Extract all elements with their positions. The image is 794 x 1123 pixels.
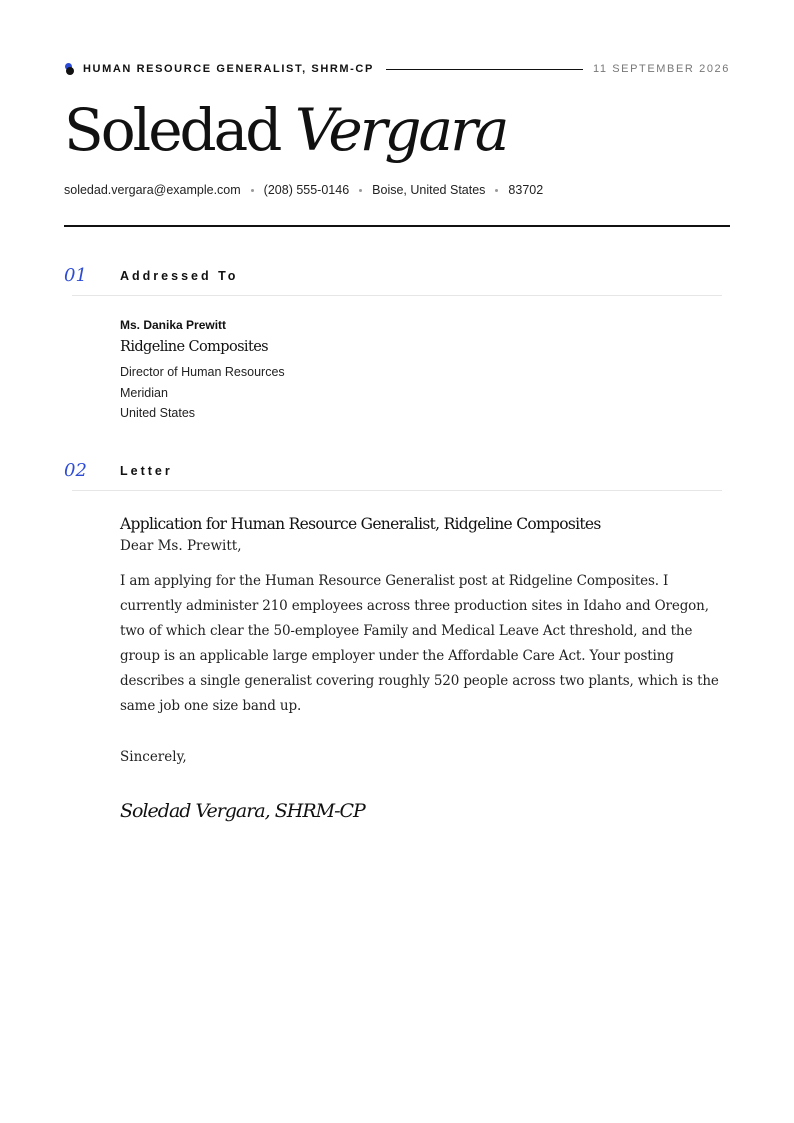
- header-topline: [64, 61, 730, 77]
- letter-date: 11 SEPTEMBER 2026: [592, 63, 730, 75]
- recipient-city: Meridian: [120, 385, 168, 400]
- header-bottom-rule: [64, 225, 730, 227]
- sender-name: [64, 90, 506, 170]
- contact-phone[interactable]: (208) 555-0146: [263, 183, 350, 197]
- letter-signature: Soledad Vergara, SHRM-CP: [120, 800, 365, 822]
- contact-email[interactable]: soledad.vergara@example.com: [64, 183, 241, 197]
- section-divider: [72, 295, 722, 296]
- section-divider: [72, 490, 722, 491]
- section-number: 02: [64, 460, 87, 481]
- letter-block: [120, 513, 730, 824]
- contact-location: Boise, United States: [372, 183, 486, 197]
- letter-subject: Application for Human Resource Generalist, Ridgeline Composites: [120, 515, 601, 533]
- recipient-country: United States: [120, 406, 196, 420]
- contact-line: [64, 183, 543, 197]
- sender-last-name: Vergara: [294, 96, 507, 164]
- recipient-company: Ridgeline Composites: [120, 339, 269, 355]
- letter-body: I am applying for the Human Resource Generalist post at Ridgeline Composites. I currently administer 210 employees across three production sites in Idaho and Oregon, two of which clear the 50-employee Family and Medical Leave Act threshold, and the group is an applicable large employer under the Affordable Care Act. Your posting describes a single generalist covering roughly 520 people across two plants, which is the same job one size band up.: [120, 573, 719, 714]
- separator-dot-icon: [495, 189, 498, 192]
- sender-first-name: Soledad: [64, 96, 280, 164]
- separator-dot-icon: [359, 189, 362, 192]
- bullet-dots-icon: [64, 62, 76, 76]
- separator-dot-icon: [251, 189, 254, 192]
- section-title: Letter: [120, 464, 173, 478]
- letter-closing: Sincerely,: [120, 749, 187, 765]
- letter-salutation: Dear Ms. Prewitt,: [120, 538, 242, 554]
- header-divider: [386, 69, 583, 70]
- contact-zip: 83702: [508, 183, 544, 197]
- section-number: 01: [64, 265, 87, 286]
- recipient-name: Ms. Danika Prewitt: [120, 318, 227, 332]
- recipient-title: Director of Human Resources: [120, 365, 285, 379]
- section-title: Addressed To: [120, 269, 239, 283]
- recipient-block: [120, 318, 720, 426]
- role-title: HUMAN RESOURCE GENERALIST, SHRM-CP: [83, 63, 374, 75]
